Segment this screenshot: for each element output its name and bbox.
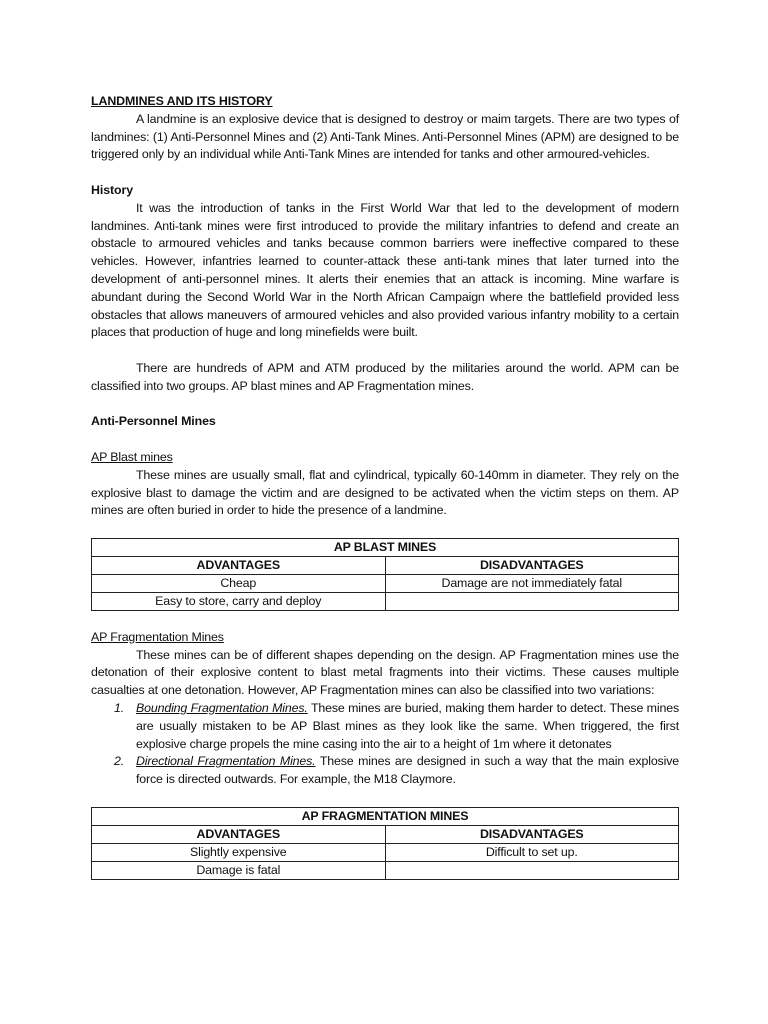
table-title: AP FRAGMENTATION MINES	[92, 807, 679, 825]
list-term: Directional Fragmentation Mines.	[136, 754, 316, 769]
table-cell: Difficult to set up.	[385, 843, 679, 861]
list-text: These mines are buried, making them harder to detect. These mines are usually mistaken to be AP Blast mines as they look like the same. When triggered, the first explosive charge propels the mine casing into the air to a height of 1m where it detonates	[136, 700, 679, 751]
apm-heading: Anti-Personnel Mines	[91, 414, 216, 429]
history-paragraph: It was the introduction of tanks in the First World War that led to the development of modern landmines. Anti-tank mines were first introduced to provide the military infantries to defend and create an obstacle to armoured vehicles and tanks because common barriers were ineffective compared to these vehicles. However, infantries learned to counter-attack these anti-tank mines that later turned into the development of anti-personnel mines. It alerts their enemies that an attack is incoming. Mine warfare is abundant during the Second World War in the North African Campaign where the battlefield provided less obstacles that allows maneuvers of armoured vehicles and also provided various infantry mobility to a certain places that production of huge and long minefields were built.	[91, 200, 679, 340]
column-header-advantages: ADVANTAGES	[92, 825, 386, 843]
table-row	[92, 592, 679, 610]
fragmentation-variations-list	[91, 700, 679, 789]
list-item	[91, 700, 679, 753]
blast-mines-heading: AP Blast mines	[91, 449, 173, 464]
table-row	[92, 843, 679, 861]
document-title: LANDMINES AND ITS HISTORY	[91, 94, 273, 108]
table-cell	[385, 861, 679, 879]
table-row	[92, 574, 679, 592]
column-header-disadvantages: DISADVANTAGES	[385, 825, 679, 843]
history-heading: History	[91, 182, 133, 197]
fragmentation-mines-heading: AP Fragmentation Mines	[91, 629, 224, 644]
apm-atm-paragraph: There are hundreds of APM and ATM produced by the militaries around the world. APM can be classified into two groups. AP blast mines and AP Fragmentation mines.	[91, 360, 679, 393]
fragmentation-mines-paragraph: These mines can be of different shapes depending on the design. AP Fragmentation mines use the detonation of their explosive content to blast metal fragments into their victims. These causes multiple casualties at one detonation. However, AP Fragmentation mines can also be classified into two variations:	[91, 647, 679, 698]
table-cell: Cheap	[92, 574, 386, 592]
blast-mines-table	[91, 538, 679, 611]
blast-mines-paragraph: These mines are usually small, flat and cylindrical, typically 60-140mm in diameter. They rely on the explosive blast to damage the victim and are designed to be activated when the victim steps on them. AP mines are often buried in order to hide the presence of a landmine.	[91, 467, 679, 518]
table-cell: Damage is fatal	[92, 861, 386, 879]
table-cell: Easy to store, carry and deploy	[92, 592, 386, 610]
fragmentation-mines-table	[91, 807, 679, 880]
table-cell: Slightly expensive	[92, 843, 386, 861]
table-cell	[385, 592, 679, 610]
column-header-advantages: ADVANTAGES	[92, 556, 386, 574]
table-row	[92, 861, 679, 879]
document-page	[91, 93, 679, 880]
column-header-disadvantages: DISADVANTAGES	[385, 556, 679, 574]
list-item	[91, 753, 679, 789]
table-cell: Damage are not immediately fatal	[385, 574, 679, 592]
list-number: 1.	[114, 700, 125, 715]
table-title: AP BLAST MINES	[92, 538, 679, 556]
list-term: Bounding Fragmentation Mines.	[136, 700, 308, 715]
intro-paragraph: A landmine is an explosive device that is designed to destroy or maim targets. There are two types of landmines: (1) Anti-Personnel Mines and (2) Anti-Tank Mines. Anti-Personnel Mines (APM) are designed to be triggered only by an individual while Anti-Tank Mines are intended for tanks and other armoured-vehicles.	[91, 111, 679, 162]
list-text: These mines are designed in such a way that the main explosive force is directed outwards. For example, the M18 Claymore.	[136, 754, 679, 787]
list-number: 2.	[114, 754, 125, 769]
